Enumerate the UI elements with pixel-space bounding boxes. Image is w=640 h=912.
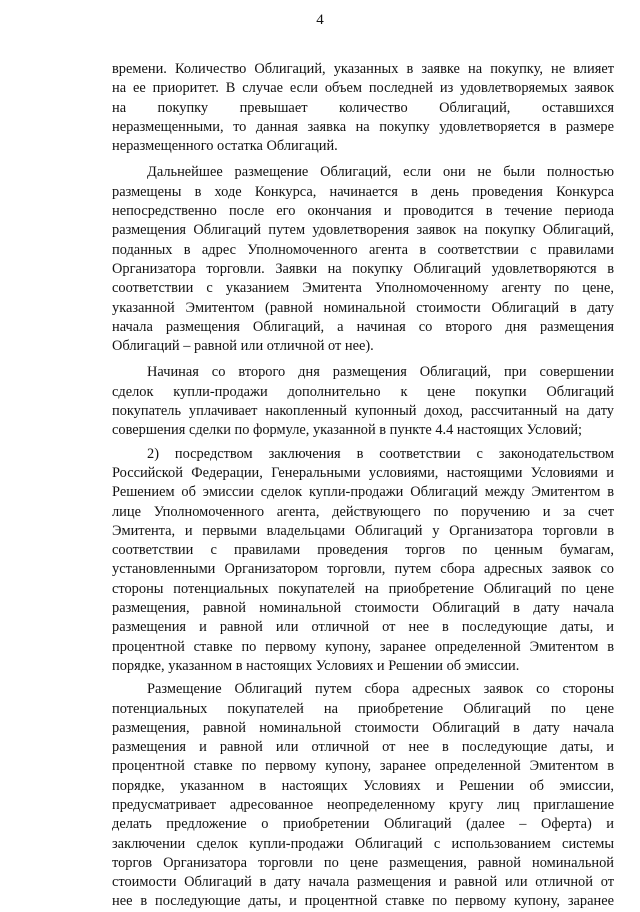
paragraph-line: Размещение Облигаций путем сбора адресных заявок со стороны: [147, 681, 614, 698]
paragraph-line: нее в последующие даты, и процентной ставке по первому купону, заранее: [112, 893, 614, 910]
paragraph-line: порядке, указанном в настоящих Условиях и Решении об эмиссии.: [112, 657, 520, 674]
paragraph-line: на покупку превышает количество Облигаций, оставшихся: [112, 99, 614, 116]
paragraph-line: заключении сделок купли-продажи Облигаций с использованием системы: [112, 835, 614, 852]
paragraph-line: размещения Облигаций путем удовлетворения заявок на покупку Облигаций,: [112, 222, 614, 239]
paragraph-line: Эмитента, и первыми владельцами Облигаций у Организатора торговли в: [112, 522, 614, 539]
paragraph-line: неразмещенного остатка Облигаций.: [112, 138, 338, 155]
paragraph-line: стороны потенциальных покупателей на приобретение Облигаций по цене: [112, 580, 614, 597]
paragraph-line: начала размещения Облигаций, а начиная со второго дня размещения: [112, 318, 614, 335]
paragraph-line: установленными Организатором торговли, путем сбора адресных заявок со: [112, 561, 614, 578]
paragraph-line: непосредственно после его окончания и проводится в течение периода: [112, 203, 614, 220]
paragraph-line: стоимости Облигаций в дату начала размещения и равной или отличной от: [112, 874, 614, 891]
paragraph-line: совершения сделки по формуле, указанной в пункте 4.4 настоящих Условий;: [112, 422, 583, 439]
paragraph-line: Российской Федерации, Генеральными условиями, настоящими Условиями и: [112, 464, 614, 481]
paragraph-line: времени. Количество Облигаций, указанных в заявке на покупку, не влияет: [112, 61, 614, 77]
paragraph-line: указанной Эмитентом (равной номинальной стоимости Облигаций в дату: [112, 299, 614, 316]
paragraph-line: предусматривает адресованное неопределенному кругу лиц приглашение: [112, 796, 614, 813]
paragraph-line: соответствии с правилами проведения торгов по ценным бумагам,: [112, 542, 614, 559]
paragraph-line: Облигаций – равной или отличной от нее).: [112, 338, 374, 355]
paragraph-line: делать предложение о приобретении Облигаций (далее – Оферта) и: [112, 816, 614, 833]
paragraph-line: Начиная со второго дня размещения Облигаций, при совершении: [147, 364, 614, 381]
paragraph-line: размещения, равной номинальной стоимости Облигаций в дату начала: [112, 600, 614, 617]
paragraph-line: торгов Организатора торговли по цене размещения, равной номинальной: [112, 854, 614, 871]
paragraph-line: Дальнейшее размещение Облигаций, если они не были полностью: [147, 164, 614, 181]
paragraph-line: сделок купли-продажи дополнительно к цене покупки Облигаций: [112, 383, 614, 400]
paragraph-line: размещены в ходе Конкурса, начинается в день проведения Конкурса: [112, 183, 614, 200]
paragraph-line: Решением об эмиссии сделок купли-продажи Облигаций между Эмитентом в: [112, 484, 614, 501]
paragraph-line: размещения и равной или отличной от нее в последующие даты, и: [112, 619, 614, 636]
paragraph-line: лице Уполномоченного агента, действующего по поручению и за счет: [112, 503, 614, 520]
paragraph-line: неразмещенными, то данная заявка на покупку удовлетворяется в размере: [112, 118, 614, 135]
page-number: 4: [316, 12, 324, 28]
paragraph-line: покупатель уплачивает накопленный купонный доход, рассчитанный на дату: [112, 403, 614, 420]
paragraph-line: 2) посредством заключения в соответствии с законодательством: [147, 445, 614, 462]
paragraph-line: соответствии с указанием Эмитента Уполномоченному агенту по цене,: [112, 280, 614, 297]
paragraph-line: размещения и равной или отличной от нее в последующие даты, и: [112, 739, 614, 756]
paragraph-line: Организатора торговли. Заявки на покупку Облигаций удовлетворяются в: [112, 260, 614, 277]
paragraph-line: процентной ставке по первому купону, заранее определенной Эмитентом в: [112, 638, 614, 655]
paragraph-line: процентной ставке по первому купону, заранее определенной Эмитентом в: [112, 758, 614, 775]
paragraph-line: поданных в адрес Уполномоченного агента в соответствии с правилами: [112, 241, 614, 258]
paragraph-line: размещения, равной номинальной стоимости Облигаций в дату начала: [112, 719, 614, 736]
paragraph-line: на ее приоритет. В случае если объем последней из удовлетворяемых заявок: [112, 80, 614, 97]
paragraph-line: потенциальных покупателей на приобретение Облигаций по цене: [112, 700, 614, 717]
document-body: [112, 60, 614, 912]
paragraph-line: порядке, указанном в настоящих Условиях и Решении об эмиссии,: [112, 777, 614, 794]
